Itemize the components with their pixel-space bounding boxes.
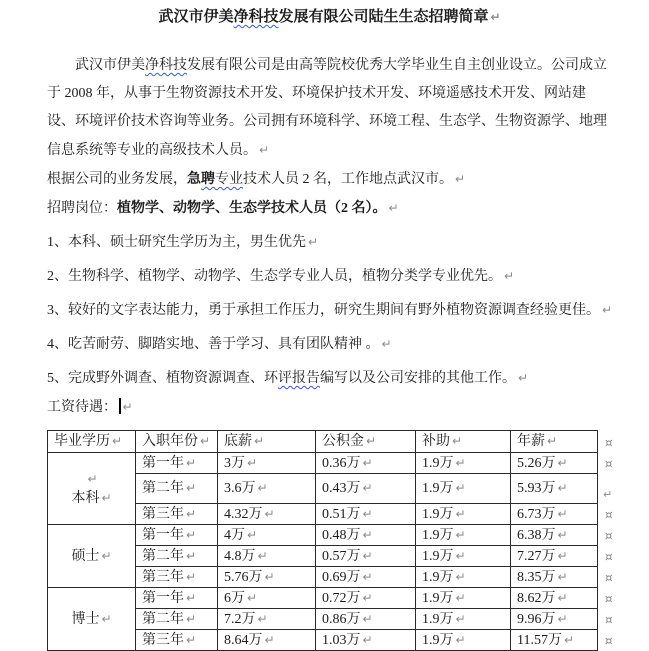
cell-text: 1.9万 <box>422 548 454 564</box>
paragraph-mark-icon: ↵ <box>455 548 466 563</box>
text-run: 编写以及公司安排的其他工作。 <box>320 371 516 386</box>
cell-text: 0.51万 <box>322 506 361 522</box>
paragraph-mark-icon: ↵ <box>362 569 373 584</box>
salary-table <box>47 430 622 651</box>
table-cell[interactable] <box>511 525 598 546</box>
degree-label: 博士 <box>71 611 100 627</box>
table-cell[interactable] <box>218 609 316 630</box>
table-cell[interactable] <box>136 453 218 474</box>
cell-text: 1.9万 <box>422 632 454 648</box>
table-cell[interactable] <box>416 474 511 504</box>
paragraph-mark-icon: ↵ <box>186 506 197 521</box>
text-run: 植物学、动物学、生态学技术人员（2 名）。 <box>117 201 387 216</box>
table-cell[interactable] <box>316 609 416 630</box>
text-run: 根据公司的业务发展， <box>47 172 187 187</box>
degree-label-cell[interactable] <box>48 525 136 588</box>
cell-text: 1.9万 <box>422 527 454 543</box>
paragraph-mark-icon: ↵ <box>362 481 373 495</box>
table-cell[interactable] <box>316 504 416 525</box>
table-cell[interactable] <box>416 567 511 588</box>
cell-text: 第三年 <box>142 632 184 648</box>
cell-text: 第二年 <box>142 548 184 564</box>
row-end-mark-icon <box>598 588 622 609</box>
row-end-mark-icon <box>598 567 622 588</box>
paragraph-mark-icon: ↵ <box>455 632 466 647</box>
table-cell[interactable] <box>218 525 316 546</box>
paragraph[interactable] <box>47 393 612 422</box>
cell-text: 0.43万 <box>322 481 361 496</box>
paragraph-mark-icon: ↵ <box>547 434 558 448</box>
text-run: 招聘岗位： <box>47 201 117 216</box>
cell-text: 4.32万 <box>224 506 263 522</box>
text-run: 武汉市伊美 <box>75 58 145 73</box>
paragraph[interactable] <box>47 194 612 223</box>
table-cell[interactable] <box>416 588 511 609</box>
table-cell[interactable] <box>136 588 218 609</box>
table-header-row <box>48 431 622 453</box>
text-run: 1、本科、硕士研究生学历为主，男生优先 <box>47 235 306 250</box>
paragraph-mark-icon: ↵ <box>557 590 568 605</box>
text-run: 急 <box>187 172 201 187</box>
paragraph-mark-icon: ↵ <box>264 506 275 521</box>
table-cell[interactable] <box>416 525 511 546</box>
paragraph[interactable] <box>47 52 612 165</box>
text-run: 发展有限公司是由高等院校优秀大学毕业生自主创业设立。公司成立于 2008 年，从事于生物资源技术开发、环境保护技术开发、环境遥感技术开发、网站建设、环境评价技术咨询等业务。公司拥有环境科学、环境工程、生态学、生物资源学、地理信息系统等专业的高级技术人员。 <box>47 58 607 158</box>
text-run: 3、较好的文字表达能力，勇于承担工作压力，研究生期间有野外植物资源调查经验更佳。 <box>47 303 600 318</box>
table-cell[interactable] <box>136 525 218 546</box>
text-run: 武汉市伊美 <box>158 9 234 25</box>
header-text: 公积金 <box>322 434 364 449</box>
table-cell[interactable] <box>511 474 598 504</box>
paragraph-mark-icon: ↵ <box>557 455 568 470</box>
text-run: 发展有限公司陆生生态招聘简章 <box>278 9 489 25</box>
text-cursor <box>119 398 121 414</box>
paragraph-mark-icon: ↵ <box>455 590 466 605</box>
table-cell[interactable] <box>316 546 416 567</box>
cell-text: 1.03万 <box>322 632 361 648</box>
header-text: 毕业学历 <box>54 434 110 449</box>
degree-label-cell[interactable] <box>48 588 136 651</box>
paragraph-mark-icon: ↵ <box>362 455 373 470</box>
column-header[interactable] <box>416 431 511 453</box>
table-cell[interactable] <box>316 453 416 474</box>
paragraph-mark-icon: ↵ <box>101 490 112 505</box>
paragraph-mark-icon: ↵ <box>186 569 197 584</box>
table-cell[interactable] <box>136 630 218 651</box>
degree-label-cell[interactable] <box>48 453 136 525</box>
paragraph-mark-icon: ↵ <box>362 611 373 626</box>
table-row <box>48 525 622 546</box>
paragraph-mark-icon: ↵ <box>87 471 98 486</box>
table-cell[interactable] <box>511 609 598 630</box>
cell-text: 3.6万 <box>224 481 256 496</box>
cell-text: 5.26万 <box>517 455 556 471</box>
paragraph-mark-icon: ↵ <box>362 548 373 563</box>
cell-text: 8.35万 <box>517 569 556 585</box>
table-cell[interactable] <box>218 453 316 474</box>
degree-label-line <box>54 547 129 566</box>
cell-text: 6.38万 <box>517 527 556 543</box>
table-cell[interactable] <box>316 474 416 504</box>
paragraph-mark-icon: ↵ <box>602 303 613 317</box>
paragraph-mark-icon: ↵ <box>122 400 133 414</box>
table-row <box>48 453 622 474</box>
cell-text: 0.86万 <box>322 611 361 627</box>
paragraph-mark-icon: ¤ <box>605 507 613 522</box>
cell-text: 1.9万 <box>422 481 454 496</box>
paragraph-mark-icon: ↵ <box>101 548 112 563</box>
cell-text: 1.9万 <box>422 569 454 585</box>
table-cell[interactable] <box>416 546 511 567</box>
cell-text: 4万 <box>224 527 245 543</box>
table-cell[interactable] <box>218 474 316 504</box>
cell-text: 第三年 <box>142 506 184 522</box>
paragraph-mark-icon: ↵ <box>455 481 466 495</box>
paragraph-mark-icon: ↵ <box>186 632 197 647</box>
text-run: 4、吃苦耐劳、脚踏实地、善于学习、具有团队精神 。 <box>47 337 380 352</box>
paragraph-mark-icon: ↵ <box>563 632 575 647</box>
paragraph-mark-icon: ¤ <box>605 435 613 450</box>
header-text: 底薪 <box>224 434 252 449</box>
list-item[interactable] <box>47 330 612 359</box>
paragraph-mark-icon: ↵ <box>186 455 197 470</box>
table-cell[interactable] <box>511 546 598 567</box>
paragraph-mark-icon: ↵ <box>247 590 258 605</box>
table-cell[interactable] <box>136 609 218 630</box>
paragraph-mark-icon: ↵ <box>257 548 268 563</box>
table-cell[interactable] <box>511 567 598 588</box>
row-end-mark-icon <box>598 504 622 525</box>
row-end-mark-icon <box>598 525 622 546</box>
cell-text: 第一年 <box>142 527 184 543</box>
table-cell[interactable] <box>416 453 511 474</box>
spellcheck-squiggle-text: 评报告 <box>278 371 320 386</box>
cell-text: 5.76万 <box>224 569 263 585</box>
spellcheck-squiggle-text: 聘 <box>201 172 215 187</box>
degree-label-line <box>54 489 129 508</box>
paragraph-mark-icon: ↵ <box>362 527 373 542</box>
paragraph-mark-icon: ↵ <box>259 143 270 157</box>
list-item[interactable] <box>47 262 612 291</box>
paragraph-mark-icon: ↵ <box>264 632 275 647</box>
paragraph-mark-icon: ↵ <box>603 487 613 501</box>
paragraph-mark-icon: ↵ <box>557 527 568 542</box>
paragraph-mark-icon: ¤ <box>605 591 613 606</box>
cell-text: 1.9万 <box>422 611 454 627</box>
row-end-mark-icon <box>598 546 622 567</box>
table-cell[interactable] <box>136 504 218 525</box>
table-cell[interactable] <box>218 630 316 651</box>
header-text: 补助 <box>422 434 450 449</box>
degree-label-line <box>54 610 129 629</box>
text-run: 技术人员 2 名，工作地点武汉市。 <box>243 172 453 187</box>
paragraph-mark-icon: ↵ <box>254 434 265 448</box>
cell-text: 3万 <box>224 455 245 471</box>
table-cell[interactable] <box>416 609 511 630</box>
table-row <box>48 588 622 609</box>
column-header[interactable] <box>136 431 218 453</box>
table-cell[interactable] <box>136 567 218 588</box>
paragraph-mark-icon: ¤ <box>605 456 613 471</box>
paragraph-mark-icon: ¤ <box>605 633 613 648</box>
paragraph-mark-icon: ↵ <box>557 611 568 626</box>
cell-text: 1.9万 <box>422 590 454 606</box>
table-cell[interactable] <box>316 588 416 609</box>
table-cell[interactable] <box>136 474 218 504</box>
cell-text: 第一年 <box>142 590 184 606</box>
list-item[interactable] <box>47 296 612 325</box>
list-item[interactable] <box>47 228 612 257</box>
empty-paragraph-line <box>54 470 129 489</box>
paragraph-mark-icon: ↵ <box>452 434 463 448</box>
paragraph-mark-icon: ↵ <box>362 590 373 605</box>
paragraph-mark-icon: ¤ <box>605 528 613 543</box>
document-title[interactable] <box>47 6 612 28</box>
table-cell[interactable] <box>511 630 598 651</box>
spellcheck-squiggle-text: 净科技 <box>233 9 279 25</box>
paragraph-mark-icon: ↵ <box>186 481 197 495</box>
paragraph-mark-icon: ¤ <box>605 549 613 564</box>
text-run: 2、生物科学、植物学、动物学、生态学专业人员，植物分类学专业优先。 <box>47 269 502 284</box>
row-end-mark-icon <box>598 431 622 453</box>
cell-text: 第三年 <box>142 569 184 585</box>
cell-text: 7.27万 <box>517 548 556 564</box>
table-cell[interactable] <box>416 504 511 525</box>
paragraph-mark-icon: ↵ <box>186 611 197 626</box>
table-cell[interactable] <box>316 630 416 651</box>
cell-text: 1.9万 <box>422 455 454 471</box>
table-cell[interactable] <box>511 504 598 525</box>
column-header[interactable] <box>48 431 136 453</box>
cell-text: 第二年 <box>142 611 184 627</box>
paragraph-mark-icon: ↵ <box>186 548 197 563</box>
table-cell[interactable] <box>218 546 316 567</box>
cell-text: 6.73万 <box>517 506 556 522</box>
paragraph-mark-icon: ↵ <box>264 569 275 584</box>
degree-label: 本科 <box>71 490 100 506</box>
paragraph-mark-icon: ↵ <box>455 172 466 186</box>
cell-text: 8.64万 <box>224 632 263 648</box>
paragraph-mark-icon: ↵ <box>557 569 568 584</box>
cell-text: 第一年 <box>142 455 184 471</box>
cell-text: 11.57万 <box>517 632 562 648</box>
row-end-mark-icon <box>598 453 622 474</box>
paragraph-mark-icon: ↵ <box>557 548 568 563</box>
cell-text: 0.57万 <box>322 548 361 564</box>
cell-text: 6万 <box>224 590 245 606</box>
table-cell[interactable] <box>416 630 511 651</box>
paragraph-mark-icon: ↵ <box>101 611 112 626</box>
table-cell[interactable] <box>218 504 316 525</box>
row-end-mark-icon <box>598 474 622 504</box>
paragraph-mark-icon: ↵ <box>186 590 197 605</box>
cell-text: 0.72万 <box>322 590 361 606</box>
spellcheck-squiggle-text: 净科技 <box>145 58 187 73</box>
column-header[interactable] <box>511 431 598 453</box>
paragraph-mark-icon: ¤ <box>605 570 613 585</box>
cell-text: 9.96万 <box>517 611 556 627</box>
paragraph-mark-icon: ↵ <box>557 506 568 521</box>
table-cell[interactable] <box>511 453 598 474</box>
paragraph-mark-icon: ↵ <box>381 337 392 351</box>
paragraph-mark-icon: ↵ <box>257 481 268 495</box>
paragraph-mark-icon: ↵ <box>257 611 268 626</box>
paragraph-mark-icon: ↵ <box>308 235 319 249</box>
text-run: 5、完成野外调查、植物资源调查、环 <box>47 371 278 386</box>
cell-text: 7.2万 <box>224 611 256 627</box>
table-cell[interactable] <box>218 588 316 609</box>
paragraph-mark-icon: ↵ <box>366 434 377 448</box>
table-cell[interactable] <box>511 588 598 609</box>
table-cell[interactable] <box>316 567 416 588</box>
paragraph-mark-icon: ↵ <box>504 269 515 283</box>
paragraph-mark-icon: ↵ <box>362 632 373 647</box>
table-cell[interactable] <box>316 525 416 546</box>
cell-text: 1.9万 <box>422 506 454 522</box>
paragraph-mark-icon: ↵ <box>200 434 211 448</box>
paragraph-mark-icon: ↵ <box>388 201 399 215</box>
header-text: 年薪 <box>517 434 545 449</box>
paragraph-mark-icon: ↵ <box>186 527 197 542</box>
cell-text: 0.69万 <box>322 569 361 585</box>
table-cell[interactable] <box>136 546 218 567</box>
document-body <box>47 52 649 422</box>
cell-text: 8.62万 <box>517 590 556 606</box>
paragraph-mark-icon: ↵ <box>247 455 258 470</box>
cell-text: 0.36万 <box>322 455 361 471</box>
table-cell[interactable] <box>218 567 316 588</box>
list-item[interactable] <box>47 364 612 393</box>
paragraph-mark-icon: ↵ <box>455 506 466 521</box>
paragraph-mark-icon: ↵ <box>518 371 529 385</box>
cell-text: 第二年 <box>142 481 184 496</box>
row-end-mark-icon <box>598 630 622 651</box>
paragraph-mark-icon: ↵ <box>455 611 466 626</box>
row-end-mark-icon <box>598 609 622 630</box>
degree-label: 硕士 <box>71 548 100 564</box>
paragraph-mark-icon: ↵ <box>362 506 373 521</box>
paragraph-mark-icon: ↵ <box>247 527 258 542</box>
paragraph[interactable] <box>47 165 612 194</box>
cell-text: 4.8万 <box>224 548 256 564</box>
spellcheck-squiggle-text: 专业 <box>215 172 243 187</box>
paragraph-mark-icon: ↵ <box>455 569 466 584</box>
paragraph-mark-icon: ↵ <box>455 527 466 542</box>
paragraph-mark-icon: ↵ <box>490 10 501 24</box>
text-run: 工资待遇： <box>47 400 117 415</box>
paragraph-mark-icon: ↵ <box>557 481 568 495</box>
column-header[interactable] <box>316 431 416 453</box>
cell-text: 0.48万 <box>322 527 361 543</box>
paragraph-mark-icon: ↵ <box>112 434 123 448</box>
cell-text: 5.93万 <box>517 481 556 496</box>
paragraph-mark-icon: ¤ <box>605 612 613 627</box>
header-text: 入职年份 <box>142 434 198 449</box>
column-header[interactable] <box>218 431 316 453</box>
paragraph-mark-icon: ↵ <box>455 455 466 470</box>
